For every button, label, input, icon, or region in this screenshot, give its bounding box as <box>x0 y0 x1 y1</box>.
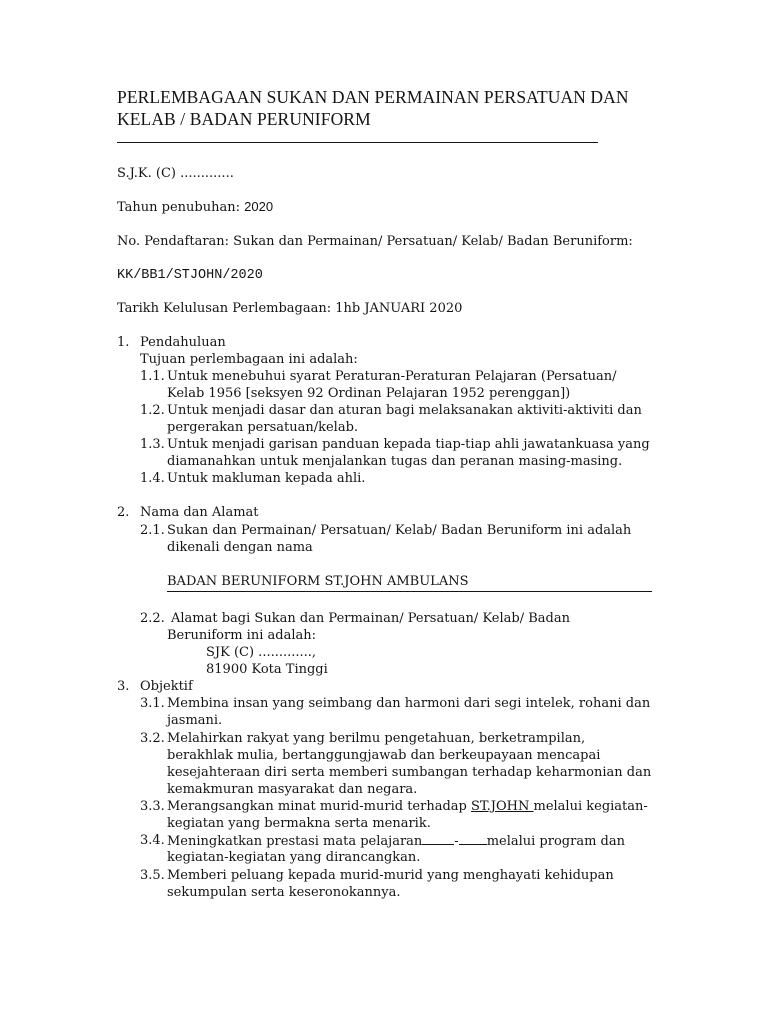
item-3-3-line-1 <box>167 798 648 815</box>
item-1-1-number: 1.1. <box>140 369 165 384</box>
item-1-1-line-1: Untuk menebuhui syarat Peraturan-Peraturan Pelajaran (Persatuan/ <box>167 369 617 384</box>
item-3-4-line-2: kegiatan-kegiatan yang dirancangkan. <box>167 850 421 865</box>
item-2-1-line-1: Sukan dan Permainan/ Persatuan/ Kelab/ Badan Beruniform ini adalah <box>167 523 632 538</box>
item-3-5-line-1: Memberi peluang kepada murid-murid yang menghayati kehidupan <box>167 868 614 883</box>
item-3-4-post: melalui program dan <box>486 834 625 849</box>
item-2-2-number: 2.2. <box>140 611 165 626</box>
item-1-4-number: 1.4. <box>140 471 165 486</box>
item-2-1-number: 2.1. <box>140 523 165 538</box>
item-3-3-line-2: kegiatan yang bermakna serta menarik. <box>167 816 431 831</box>
item-3-5-number: 3.5. <box>140 868 165 883</box>
item-3-1-number: 3.1. <box>140 696 165 711</box>
address-line-1: SJK (C) ............., <box>206 645 317 660</box>
section-1-number: 1. <box>117 335 130 350</box>
item-3-2-line-4: kemakmuran masyarakat dan negara. <box>167 782 418 797</box>
item-1-2-line-2: pergerakan persatuan/kelab. <box>167 420 359 435</box>
item-2-2-line-1: Alamat bagi Sukan dan Permainan/ Persatuan/ Kelab/ Badan <box>171 611 570 626</box>
item-2-1-line-2: dikenali dengan nama <box>167 540 313 555</box>
subject-blank-2 <box>459 832 487 845</box>
item-3-3-club-name: ST.JOHN <box>470 799 534 814</box>
item-3-3-number: 3.3. <box>140 799 165 814</box>
no-pendaftaran-value: KK/BB1/STJOHN/2020 <box>117 268 263 283</box>
tahun-value: 2020 <box>244 199 274 214</box>
tahun-penubuhan <box>117 198 273 216</box>
item-3-4-dash: - <box>454 834 459 849</box>
item-3-3-post: melalui kegiatan- <box>533 799 648 814</box>
section-1-intro: Tujuan perlembagaan ini adalah: <box>140 352 358 367</box>
section-3-number: 3. <box>117 679 130 694</box>
item-3-2-line-3: kesejahteraan diri serta memberi sumbangan terhadap keharmonian dan <box>167 765 652 780</box>
title-underline <box>117 142 598 143</box>
school-name: S.J.K. (C) ............. <box>117 166 234 181</box>
section-2-number: 2. <box>117 505 130 520</box>
item-3-3-pre: Merangsangkan minat murid-murid terhadap <box>167 799 471 814</box>
item-2-2-line-2: Beruniform ini adalah: <box>167 628 316 643</box>
document-title-line-2: KELAB / BADAN PERUNIFORM <box>117 109 371 129</box>
item-1-4-line-1: Untuk makluman kepada ahli. <box>167 471 366 486</box>
item-3-4-line-1 <box>167 832 625 850</box>
item-3-1-line-1: Membina insan yang seimbang dan harmoni dari segi intelek, rohani dan <box>167 696 651 711</box>
no-pendaftaran-label: No. Pendaftaran: Sukan dan Permainan/ Persatuan/ Kelab/ Badan Beruniform: <box>117 234 633 249</box>
item-1-3-line-2: diamanahkan untuk menjalankan tugas dan peranan masing-masing. <box>167 454 623 469</box>
item-3-2-line-1: Melahirkan rakyat yang berilmu pengetahuan, berketrampilan, <box>167 731 586 746</box>
item-1-1-line-2: Kelab 1956 [seksyen 92 Ordinan Pelajaran 1952 perenggan]) <box>167 386 571 401</box>
section-2-heading: Nama dan Alamat <box>140 505 259 520</box>
item-3-4-pre: Meningkatkan prestasi mata pelajaran <box>167 834 423 849</box>
organisation-name: BADAN BERUNIFORM ST.JOHN AMBULANS <box>167 574 469 589</box>
subject-blank-1 <box>422 832 454 845</box>
item-3-4-number: 3.4. <box>140 833 165 848</box>
document-title-line-1: PERLEMBAGAAN SUKAN DAN PERMAINAN PERSATUAN DAN <box>117 87 629 107</box>
section-1-heading: Pendahuluan <box>140 335 226 350</box>
tarikh-kelulusan: Tarikh Kelulusan Perlembagaan: 1hb JANUARI 2020 <box>117 301 463 316</box>
item-1-2-number: 1.2. <box>140 403 165 418</box>
tahun-label: Tahun penubuhan: <box>117 200 240 215</box>
item-3-5-line-2: sekumpulan serta keseronokannya. <box>167 885 401 900</box>
item-3-2-number: 3.2. <box>140 731 165 746</box>
item-3-2-line-2: berakhlak mulia, bertanggungjawab dan berkeupayaan mencapai <box>167 748 601 763</box>
section-3-heading: Objektif <box>140 679 193 694</box>
item-1-2-line-1: Untuk menjadi dasar dan aturan bagi melaksanakan aktiviti-aktiviti dan <box>167 403 642 418</box>
address-line-2: 81900 Kota Tinggi <box>206 662 328 677</box>
item-3-1-line-2: jasmani. <box>167 713 223 728</box>
item-1-3-number: 1.3. <box>140 437 165 452</box>
organisation-name-underline <box>167 591 652 592</box>
item-1-3-line-1: Untuk menjadi garisan panduan kepada tiap-tiap ahli jawatankuasa yang <box>167 437 650 452</box>
